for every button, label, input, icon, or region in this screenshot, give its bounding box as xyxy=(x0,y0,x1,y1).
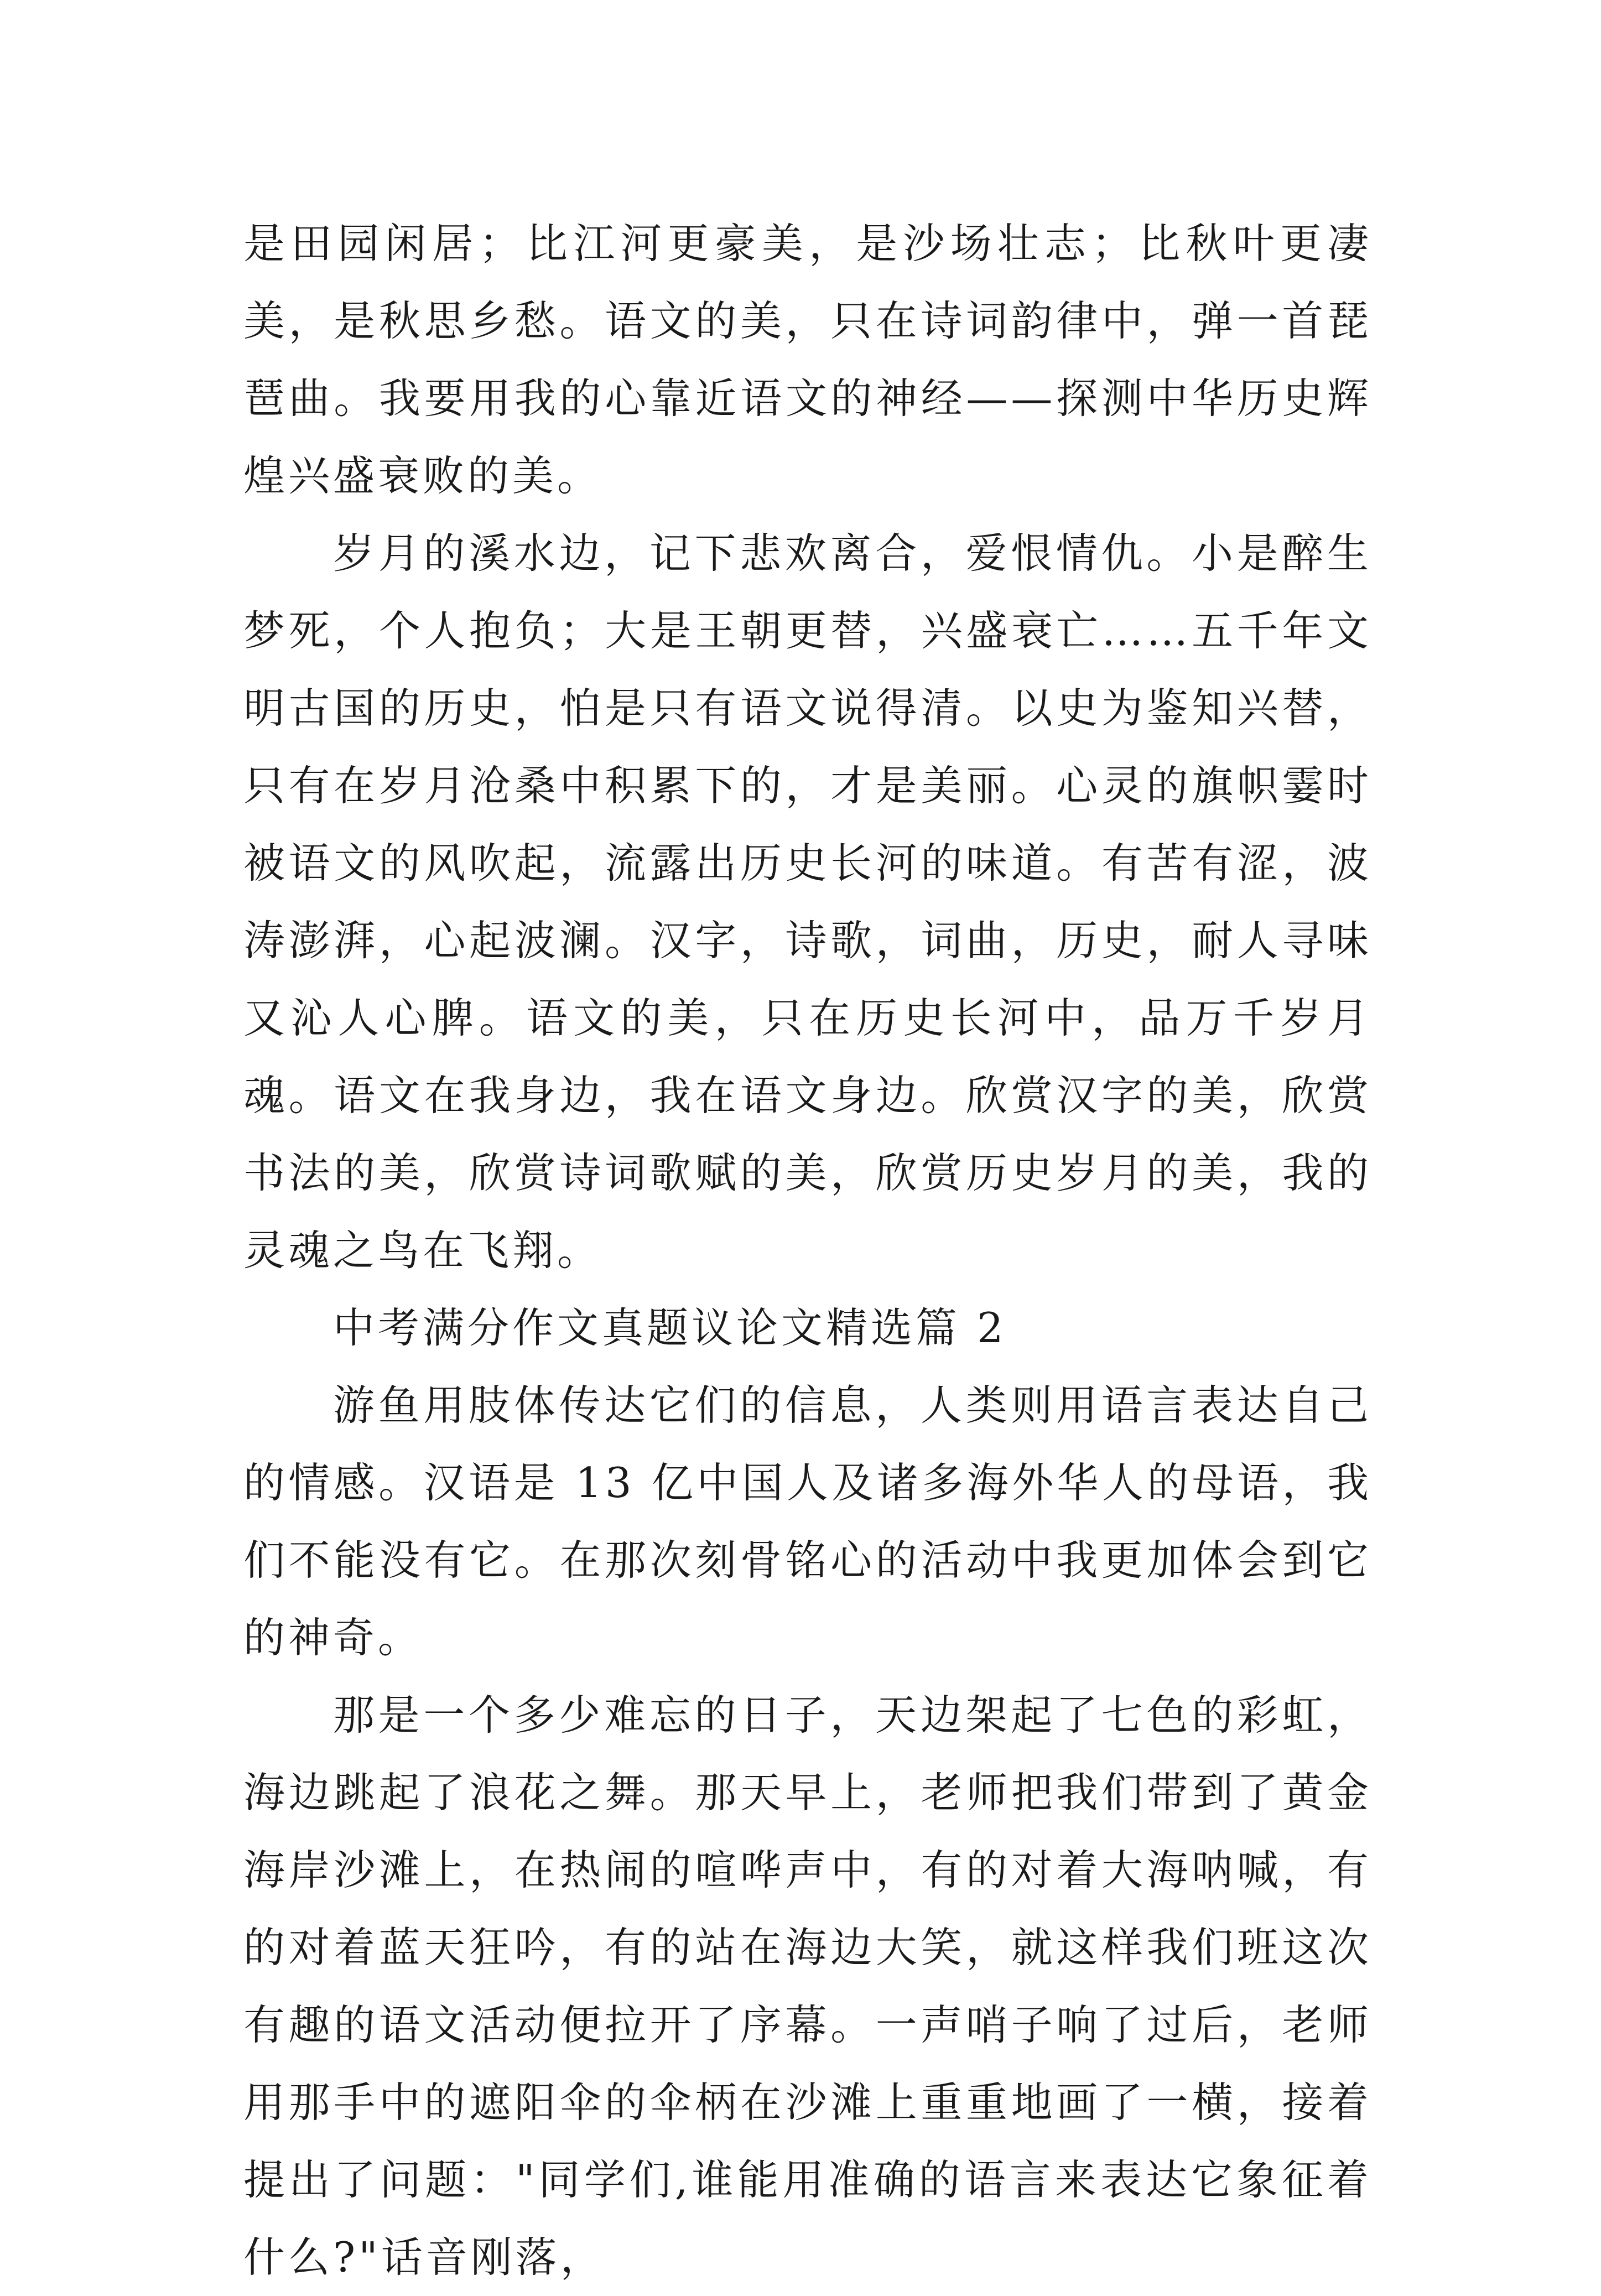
paragraph-beach-activity: 那是一个多少难忘的日子，天边架起了七色的彩虹，海边跳起了浪花之舞。那天早上，老师把我们带到了黄金海岸沙滩上，在热闹的喧哗声中，有的对着大海呐喊，有的对着蓝天狂吟，有的站在海边大笑，就这样我们班这次有趣的语文活动便拉开了序幕。一声哨子响了过后，老师用那手中的遮阳伞的伞柄在沙滩上重重地画了一横，接着提出了问题："同学们,谁能用准确的语言来表达它象征着什么?"话音刚落， xyxy=(243,1691,1372,2282)
paragraph-history: 岁月的溪水边，记下悲欢离合，爱恨情仇。小是醉生梦死，个人抱负；大是王朝更替，兴盛衰亡……五千年文明古国的历史，怕是只有语文说得清。以史为鉴知兴替，只有在岁月沧桑中积累下的，才是美丽。心灵的旗帜霎时被语文的风吹起，流露出历史长河的味道。有苦有涩，波涛澎湃，心起波澜。汉字，诗歌，词曲，历史，耐人寻味又沁人心脾。语文的美，只在历史长河中，品万千岁月魂。语文在我身边，我在语文身边。欣赏汉字的美，欣赏书法的美，欣赏诗词歌赋的美，欣赏历史岁月的美，我的灵魂之鸟在飞翔。 xyxy=(243,529,1372,1275)
section-heading: 中考满分作文真题议论文精选篇 2 xyxy=(333,1303,1007,1352)
document-body xyxy=(243,205,1372,2296)
paragraph-language-intro: 游鱼用肢体传达它们的信息，人类则用语言表达自己的情感。汉语是 13 亿中国人及诸多海外华人的母语，我们不能没有它。在那次刻骨铭心的活动中我更加体会到它的神奇。 xyxy=(243,1381,1372,1662)
paragraph-continuation: 是田园闲居；比江河更豪美，是沙场壮志；比秋叶更凄美，是秋思乡愁。语文的美，只在诗词韵律中，弹一首琵琶曲。我要用我的心靠近语文的神经——探测中华历史辉煌兴盛衰败的美。 xyxy=(243,219,1372,500)
